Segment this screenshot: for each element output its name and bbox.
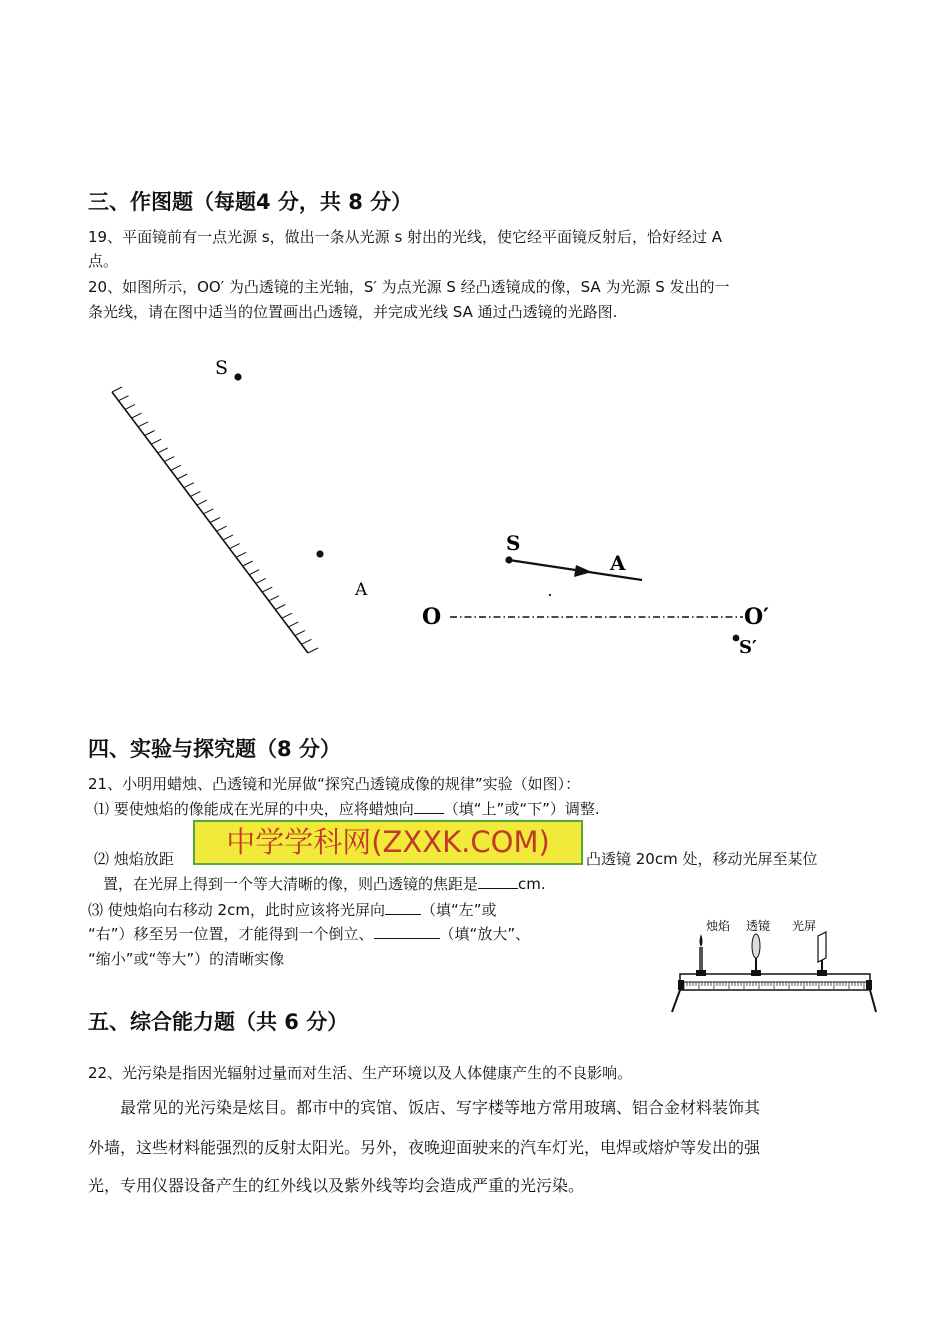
hatch-mark [177, 474, 187, 479]
section-5-heading: 五、综合能力题（共 6 分） [88, 1010, 349, 1034]
right-clamp [866, 980, 872, 990]
question-22-line-1: 22、光污染是指因光辐射过量而对生活、生产环境以及人体健康产生的不良影响。 [88, 1064, 633, 1082]
hatch-mark [236, 552, 246, 557]
hatch-mark [210, 518, 220, 523]
label-s: S [215, 357, 229, 379]
label-a: A [610, 551, 626, 575]
hatch-mark [262, 587, 272, 592]
point-a [316, 550, 323, 557]
right-leg [870, 990, 876, 1012]
hatch-mark [112, 387, 122, 392]
answer-blank-direction[interactable] [414, 799, 444, 814]
part-2-text-d: cm. [518, 875, 546, 893]
part-3-text-c: “右”）移至另一位置，才能得到一个倒立、 [88, 925, 374, 943]
hatch-mark [184, 483, 194, 488]
part-3-text-e: “缩小”或“等大”）的清晰实像 [88, 950, 285, 968]
label-a: A [355, 580, 368, 600]
hatch-mark [138, 422, 148, 427]
question-21-part-3-line-1 [88, 899, 497, 920]
hatch-mark [269, 596, 279, 601]
hatch-mark [230, 544, 240, 549]
hatch-mark [158, 448, 168, 453]
label-lens: 透镜 [746, 919, 771, 933]
answer-blank-focal-length[interactable] [478, 874, 518, 889]
question-20-line-1: 20、如图所示，OO′ 为凸透镜的主光轴，S′ 为点光源 S 经凸透镜成的像，SA 为光源 S 发出的一 [88, 278, 730, 296]
passage-line-1: 最常见的光污染是炫目。都市中的宾馆、饭店、写字楼等地方常用玻璃、铝合金材料装饰其 [120, 1098, 761, 1117]
screen-holder [817, 970, 827, 976]
hatch-mark [190, 491, 200, 496]
hatch-mark [164, 457, 174, 462]
part-3-text-a: ⑶ 使烛焰向右移动 2cm，此时应该将光屏向 [88, 901, 385, 919]
part-2-text-a: ⑵ 烛焰放距 [94, 850, 174, 868]
question-21-part-2-line-2 [103, 873, 546, 894]
ray-arrow [574, 565, 592, 577]
question-21-part-1 [94, 798, 600, 819]
label-o: O [422, 604, 442, 630]
question-21-part-3-line-2 [88, 923, 530, 944]
hatch-mark [217, 526, 227, 531]
question-19-line-2: 点。 [88, 252, 119, 270]
hatch-mark [275, 605, 285, 610]
label-s: S [506, 531, 521, 555]
hatch-mark [308, 648, 318, 653]
label-screen: 光屏 [792, 919, 817, 933]
question-20-line-2: 条光线，请在图中适当的位置画出凸透镜，并完成光线 SA 通过凸透镜的光路图. [88, 303, 618, 321]
point-source-s [234, 373, 241, 380]
hatch-mark [282, 613, 292, 618]
convex-lens-icon [752, 934, 760, 958]
section-4-heading: 四、实验与探究题（8 分） [88, 737, 341, 761]
hatch-mark [249, 570, 259, 575]
optical-bench-figure [668, 912, 880, 1016]
lens-holder [751, 970, 761, 976]
hatch-mark [151, 439, 161, 444]
answer-blank-screen-direction[interactable] [385, 900, 421, 915]
part-2-text-b: 凸透镜 20cm 处，移动光屏至某位 [586, 850, 818, 868]
label-s-prime: S′ [739, 637, 757, 658]
hatch-mark [197, 500, 207, 505]
part-1-text-a: ⑴ 要使烛焰的像能成在光屏的中央，应将蜡烛向 [94, 800, 414, 818]
left-leg [672, 990, 680, 1012]
passage-line-2: 外墙，这些材料能强烈的反射太阳光。另外，夜晚迎面驶来的汽车灯光，电焊或熔炉等发出的强 [88, 1138, 761, 1157]
hatch-mark [125, 404, 135, 409]
hatch-mark [295, 631, 305, 636]
part-1-text-b: （填“上”或“下”）调整. [443, 800, 600, 818]
candle-holder [696, 970, 706, 976]
hatch-mark [119, 396, 129, 401]
hatch-mark [301, 639, 311, 644]
part-3-text-b: （填“左”或 [420, 901, 497, 919]
candle-body [699, 947, 703, 973]
hatch-mark [145, 431, 155, 436]
hatch-mark [288, 622, 298, 627]
hatch-mark [171, 465, 181, 470]
label-o-prime: O′ [744, 604, 769, 630]
part-2-text-c: 置，在光屏上得到一个等大清晰的像，则凸透镜的焦距是 [103, 875, 479, 893]
hatch-mark [256, 578, 266, 583]
plane-mirror-figure [100, 350, 368, 660]
label-candle: 烛焰 [706, 919, 731, 933]
hatch-mark [132, 413, 142, 418]
mirror-hatching [112, 387, 318, 653]
watermark-stamp: 中学学科网(ZXXK.COM) [193, 820, 583, 865]
speck [549, 594, 551, 596]
passage-line-3: 光，专用仪器设备产生的红外线以及紫外线等均会造成严重的光污染。 [88, 1176, 585, 1195]
question-21-intro: 21、小明用蜡烛、凸透镜和光屏做“探究凸透镜成像的规律”实验（如图）： [88, 775, 581, 793]
light-screen-icon [818, 932, 826, 962]
hatch-mark [223, 535, 233, 540]
part-3-text-d: （填“放大”、 [439, 925, 531, 943]
hatch-mark [203, 509, 213, 514]
left-clamp [678, 980, 684, 990]
question-19-line-1: 19、平面镜前有一点光源 s，做出一条从光源 s 射出的光线，使它经平面镜反射后，恰好经过 A [88, 228, 723, 246]
lens-axis-figure [410, 520, 790, 665]
hatch-mark [243, 561, 253, 566]
candle-flame-icon [700, 934, 703, 947]
section-3-heading: 三、作图题（每题4 分，共 8 分） [88, 190, 413, 214]
answer-blank-image-size[interactable] [374, 924, 440, 939]
